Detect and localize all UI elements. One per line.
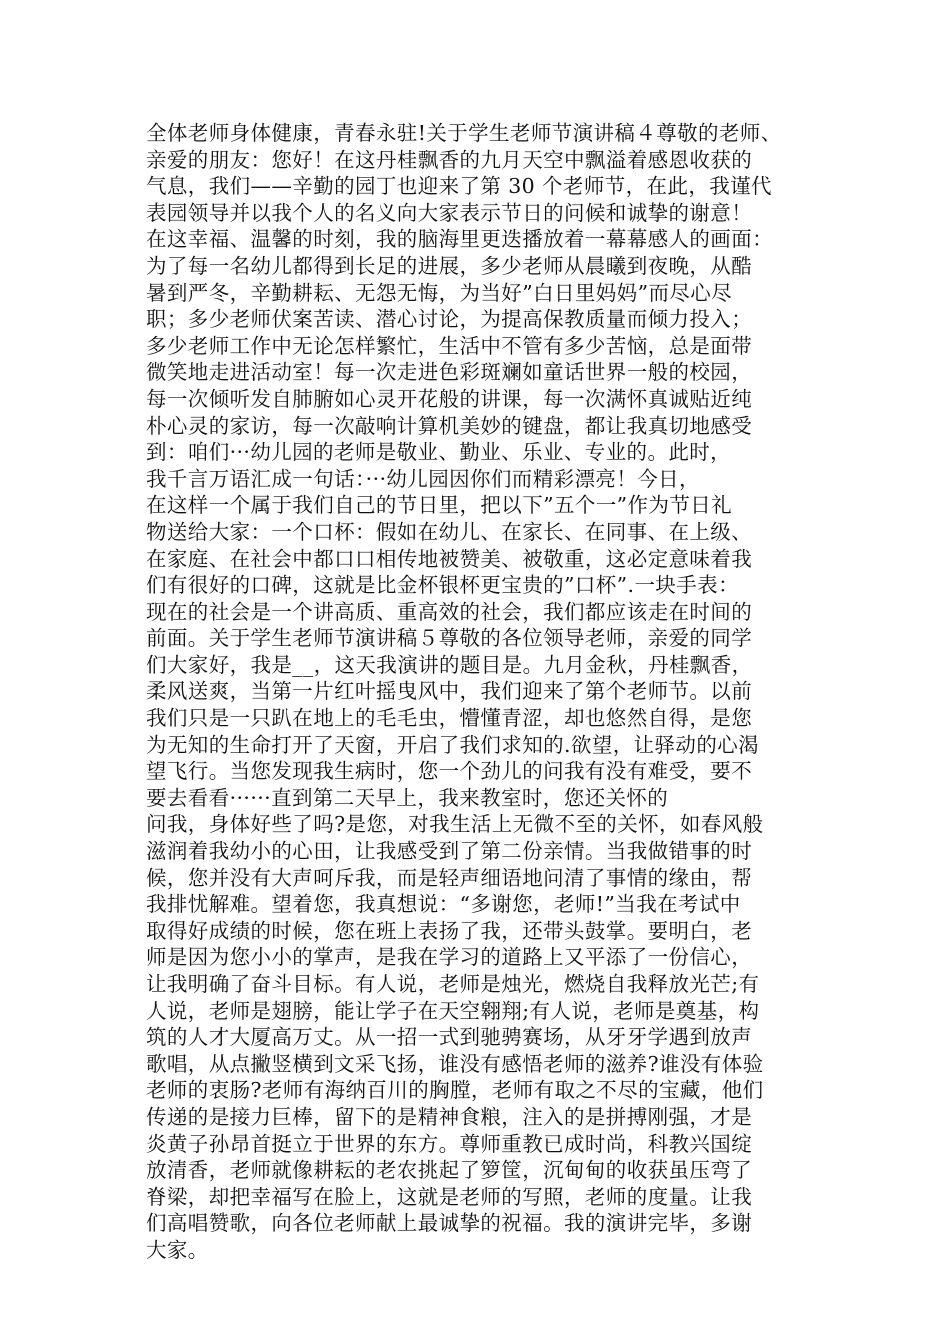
- text-line: 柔风送爽，当第一片红叶摇曳风中，我们迎来了第个老师节。以前: [146, 679, 753, 704]
- text-line: 为无知的生命打开了天窗，开启了我们求知的.欲望，让驿动的心渴: [146, 732, 760, 757]
- text-line: 让我明确了奋斗目标。有人说，老师是烛光，燃烧自我释放光芒;有: [146, 972, 760, 996]
- text-line: 为了每一名幼儿都得到长足的进展，多少老师从晨曦到夜晚，从酷: [146, 253, 753, 278]
- text-line: 我们只是一只趴在地上的毛毛虫，懵懂青涩，却也悠然自得，是您: [146, 706, 753, 731]
- text-line: 朴心灵的家访，每一次敲响计算机美妙的键盘，都让我真切地感受: [146, 413, 753, 438]
- text-line: 暑到严冬，辛勤耕耘、无怨无悔，为当好”白日里妈妈”而尽心尽: [146, 280, 733, 305]
- text-line: 师是因为您小小的掌声，是我在学习的道路上又平添了一份信心，: [146, 945, 753, 970]
- text-line: 到：咱们···幼儿园的老师是敬业、勤业、乐业、专业的。此时，: [146, 440, 732, 465]
- text-line: 望飞行。当您发现我生病时，您一个劲儿的问我有没有难受，要不: [146, 759, 753, 784]
- text-line: 们有很好的口碑，这就是比金杯银杯更宝贵的”口杯”.一块手表：: [146, 573, 739, 598]
- text-line: 滋润着我幼小的心田，让我感受到了第二份亲情。当我做错事的时: [146, 839, 753, 864]
- text-line: 前面。关于学生老师节演讲稿５尊敬的各位领导老师，亲爱的同学: [146, 626, 753, 651]
- text-line: 气息，我们——辛勤的园丁也迎来了第 30 个老师节，在此，我谨代: [146, 174, 772, 199]
- text-line: 现在的社会是一个讲高质、重高效的社会，我们都应该走在时间的: [146, 599, 753, 624]
- text-line: 微笑地走进活动室！每一次走进色彩斑斓如童话世界一般的校园，: [146, 360, 753, 385]
- text-line: 大家。: [146, 1237, 209, 1262]
- text-line: 候，您并没有大声呵斥我，而是轻声细语地问清了事情的缘由，帮: [146, 865, 753, 890]
- text-line: 全体老师身体健康，青春永驻!关于学生老师节演讲稿４尊敬的老师、: [146, 121, 782, 145]
- text-line: 炎黄子孙昂首挺立于世界的东方。尊师重教已成时尚，科教兴国绽: [146, 1131, 753, 1156]
- text-line: 歌唱，从点撇竖横到文采飞扬，谁没有感悟老师的滋养?谁没有体验: [146, 1051, 764, 1076]
- text-line: 脊梁，却把幸福写在脸上，这就是老师的写照，老师的度量。让我: [146, 1184, 753, 1209]
- text-line: 要去看看······直到第二天早上，我来教室时，您还关怀的: [146, 785, 669, 810]
- text-line: 我排忧解难。望着您，我真想说：“多谢您，老师!”当我在考试中: [146, 892, 741, 917]
- text-line: 在这幸福、温馨的时刻，我的脑海里更迭播放着一幕幕感人的画面：: [146, 227, 773, 252]
- text-line: 们高唱赞歌，向各位老师献上最诚挚的祝福。我的演讲完毕，多谢: [146, 1211, 753, 1236]
- text-line: 老师的衷肠?老师有海纳百川的胸膛，老师有取之不尽的宝藏，他们: [146, 1078, 764, 1103]
- text-line: 们大家好，我是__，这天我演讲的题目是。九月金秋，丹桂飘香，: [146, 652, 753, 677]
- text-line: 多少老师工作中无论怎样繁忙，生活中不管有多少苦恼，总是面带: [146, 333, 753, 358]
- text-line: 传递的是接力巨棒，留下的是精神食粮，注入的是拼搏刚强，才是: [146, 1104, 753, 1129]
- body-text: [146, 120, 816, 1264]
- text-line: 筑的人才大厦高万丈。从一招一式到驰骋赛场，从牙牙学遇到放声: [146, 1025, 753, 1050]
- text-line: 我千言万语汇成一句话：···幼儿园因你们而精彩漂亮！今日，: [146, 466, 700, 491]
- text-line: 问我，身体好些了吗?是您，对我生活上无微不至的关怀，如春风般: [146, 812, 764, 837]
- text-line: 亲爱的朋友：您好！在这丹桂飘香的九月天空中飘溢着感恩收获的: [146, 147, 753, 172]
- text-line: 放清香，老师就像耕耘的老农挑起了箩筐，沉甸甸的收获虽压弯了: [146, 1158, 753, 1183]
- text-line: 在这样一个属于我们自己的节日里，把以下”五个一”作为节日礼: [146, 493, 733, 518]
- text-line: 取得好成绩的时候，您在班上表扬了我，还带头鼓掌。要明白，老: [146, 918, 753, 943]
- text-line: 物送给大家：一个口杯：假如在幼儿、在家长、在同事、在上级、: [146, 519, 753, 544]
- text-line: 每一次倾听发自肺腑如心灵开花般的讲课，每一次满怀真诚贴近纯: [146, 386, 753, 411]
- text-line: 人说，老师是翅膀，能让学子在天空翱翔;有人说，老师是奠基，构: [146, 998, 760, 1023]
- text-line: 职；多少老师伏案苦读、潜心讨论，为提高保教质量而倾力投入；: [146, 307, 753, 332]
- text-line: 在家庭、在社会中都口口相传地被赞美、被敬重，这必定意味着我: [146, 546, 753, 571]
- text-line: 表园领导并以我个人的名义向大家表示节日的问候和诚挚的谢意！: [146, 200, 753, 225]
